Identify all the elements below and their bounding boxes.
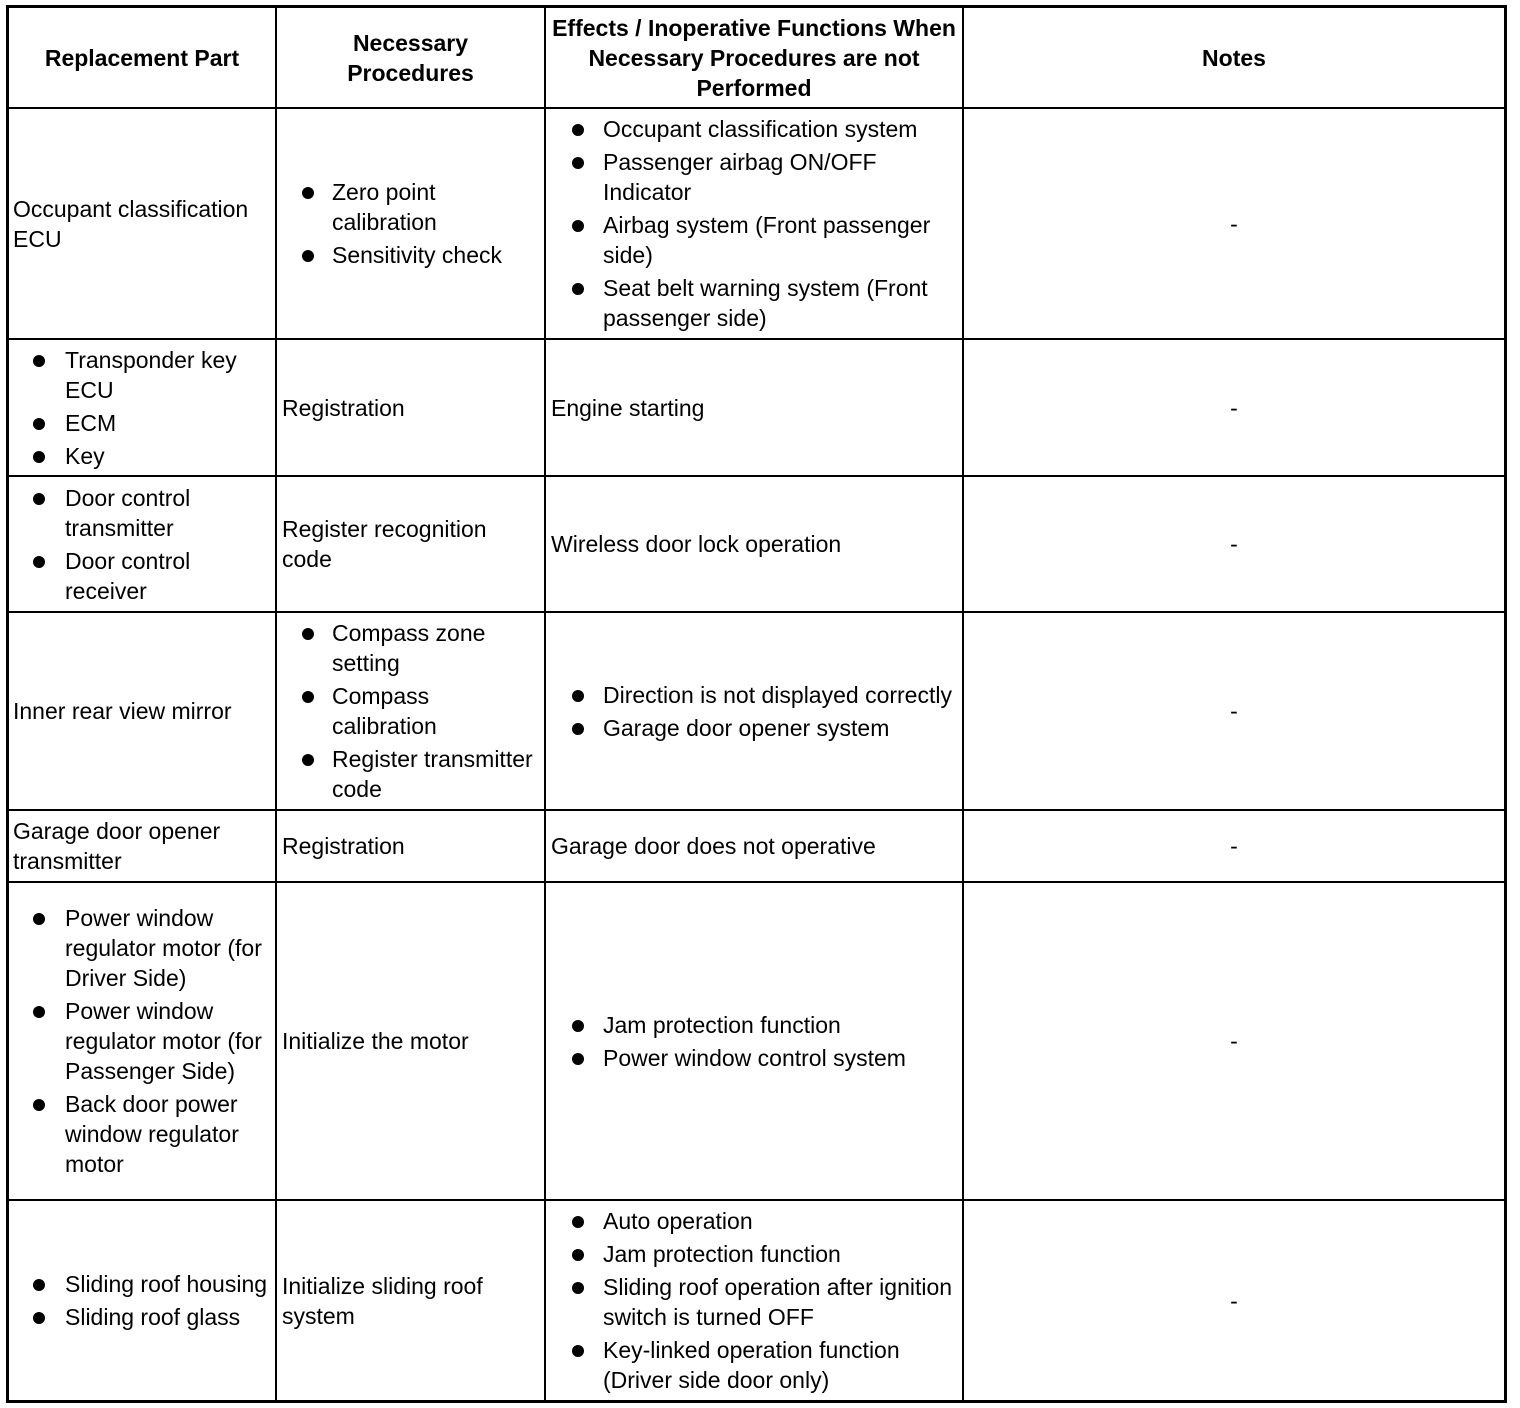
header-replacement-part: Replacement Part bbox=[9, 8, 277, 107]
procedure-item: Compass calibration bbox=[282, 681, 540, 741]
part-item: Power window regulator motor (for Passenger Side) bbox=[13, 996, 273, 1086]
effect-item: Seat belt warning system (Front passenger side) bbox=[551, 273, 959, 333]
effect-item: Direction is not displayed correctly bbox=[551, 680, 952, 710]
part-item: Door control transmitter bbox=[13, 483, 273, 543]
table-row bbox=[9, 109, 1504, 340]
procedure-item: Sensitivity check bbox=[282, 240, 540, 270]
procedures-cell bbox=[277, 613, 546, 809]
part-cell: Inner rear view mirror bbox=[9, 613, 277, 809]
effects-cell: Wireless door lock operation bbox=[546, 477, 964, 611]
part-item: Door control receiver bbox=[13, 546, 273, 606]
part-item: Transponder key ECU bbox=[13, 345, 273, 405]
notes-cell: - bbox=[1230, 833, 1238, 859]
notes-cell: - bbox=[1230, 698, 1238, 724]
procedures-cell: Initialize the motor bbox=[277, 883, 546, 1199]
effect-item: Garage door opener system bbox=[551, 713, 952, 743]
procedure-item: Register transmitter code bbox=[282, 744, 540, 804]
procedures-cell bbox=[277, 109, 546, 338]
part-cell bbox=[9, 109, 277, 338]
part-cell: Garage door opener transmitter bbox=[9, 811, 277, 881]
header-notes: Notes bbox=[1202, 44, 1266, 71]
notes-cell: - bbox=[1230, 1028, 1238, 1054]
procedures-cell: Initialize sliding roof system bbox=[277, 1201, 546, 1400]
effect-item: Power window control system bbox=[551, 1043, 906, 1073]
table-row bbox=[9, 613, 1504, 811]
notes-cell: - bbox=[1230, 1287, 1238, 1314]
table-header-row bbox=[9, 8, 1504, 109]
part-item: Back door power window regulator motor bbox=[13, 1089, 273, 1179]
part-item: Sliding roof glass bbox=[13, 1302, 267, 1332]
part-text: Occupant classification ECU bbox=[13, 195, 249, 252]
effects-cell bbox=[546, 1201, 964, 1400]
part-item: Key bbox=[13, 441, 273, 471]
effect-item: Airbag system (Front passenger side) bbox=[551, 210, 959, 270]
procedures-cell: Registration bbox=[277, 811, 546, 881]
header-necessary-procedures: Necessary Procedures bbox=[277, 8, 546, 107]
procedures-cell: Register recognition code bbox=[277, 477, 546, 611]
effect-item: Sliding roof operation after ignition switch is turned OFF bbox=[551, 1272, 959, 1332]
effect-item: Jam protection function bbox=[551, 1239, 959, 1269]
table-row bbox=[9, 477, 1504, 613]
part-item: ECM bbox=[13, 408, 273, 438]
effects-cell bbox=[546, 109, 964, 338]
effects-cell: Engine starting bbox=[546, 340, 964, 475]
procedure-item: Compass zone setting bbox=[282, 618, 540, 678]
part-cell bbox=[9, 883, 277, 1199]
table-row bbox=[9, 1201, 1504, 1400]
effect-item: Occupant classification system bbox=[551, 114, 959, 144]
effect-item: Auto operation bbox=[551, 1206, 959, 1236]
effect-item: Passenger airbag ON/OFF Indicator bbox=[551, 147, 959, 207]
effects-cell bbox=[546, 883, 964, 1199]
table-row bbox=[9, 811, 1504, 883]
notes-cell: - bbox=[1230, 394, 1238, 421]
procedure-item: Zero point calibration bbox=[282, 177, 540, 237]
notes-cell: - bbox=[1230, 210, 1238, 237]
effect-item: Jam protection function bbox=[551, 1010, 906, 1040]
effects-cell: Garage door does not operative bbox=[546, 811, 964, 881]
part-cell bbox=[9, 340, 277, 475]
notes-cell: - bbox=[1230, 531, 1238, 557]
table-row bbox=[9, 883, 1504, 1201]
header-effects: Effects / Inoperative Functions When Necessary Procedures are not Performed bbox=[546, 8, 964, 107]
part-item: Power window regulator motor (for Driver Side) bbox=[13, 903, 273, 993]
part-cell bbox=[9, 477, 277, 611]
effect-item: Key-linked operation function (Driver side door only) bbox=[551, 1335, 959, 1395]
procedures-cell: Registration bbox=[277, 340, 546, 475]
procedures-table bbox=[6, 5, 1507, 1403]
effects-cell bbox=[546, 613, 964, 809]
part-item: Sliding roof housing bbox=[13, 1269, 267, 1299]
table-row bbox=[9, 340, 1504, 477]
part-cell bbox=[9, 1201, 277, 1400]
